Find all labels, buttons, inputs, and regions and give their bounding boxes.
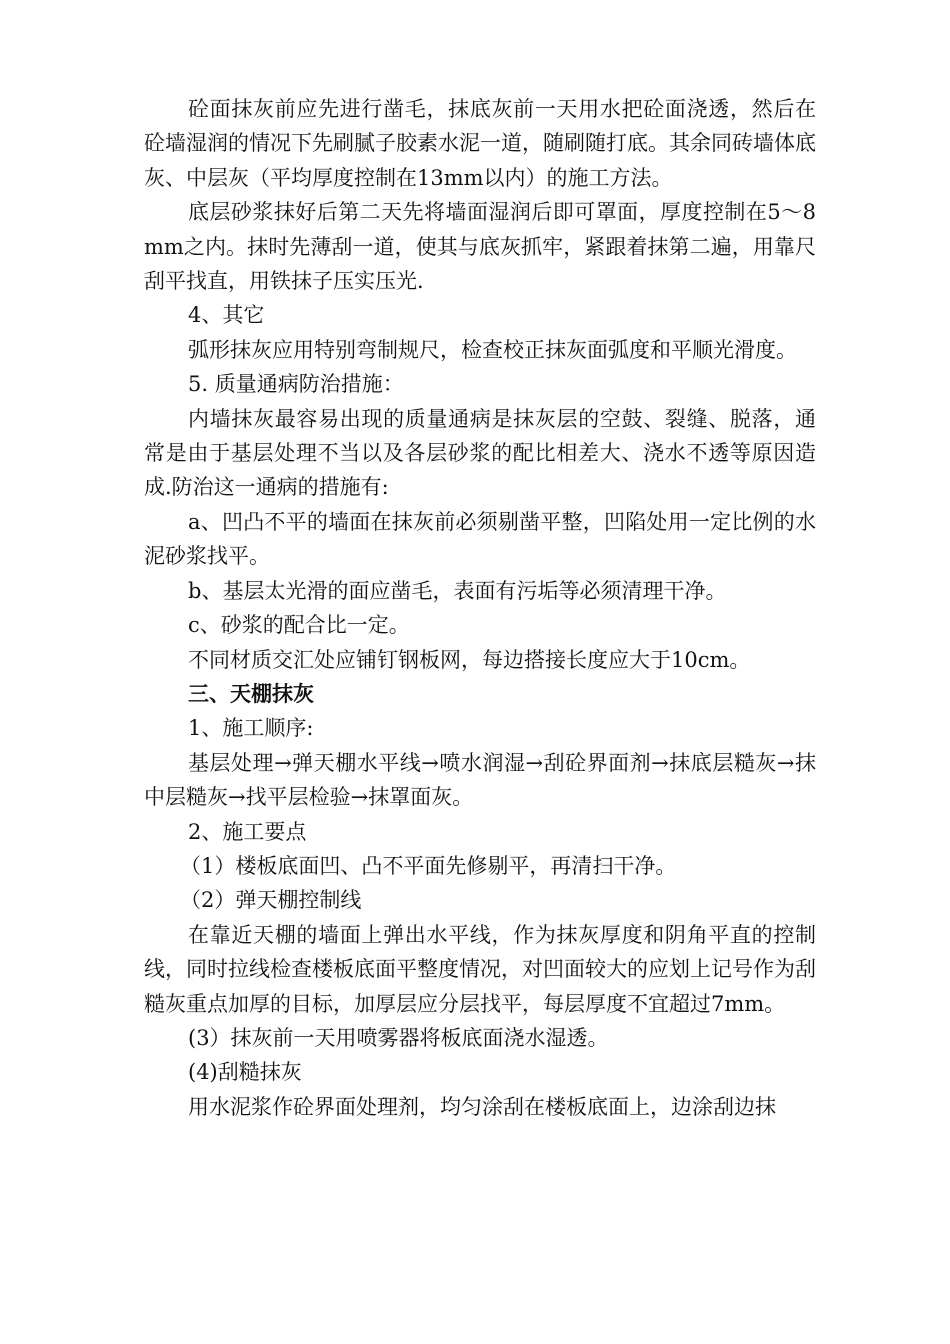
- document-body: [144, 92, 816, 1124]
- paragraph: （2）弹天棚控制线: [180, 888, 362, 913]
- paragraph: 在靠近天棚的墙面上弹出水平线，作为抹灰厚度和阴角平直的控制线，同时拉线检查楼板底面平整度情况，对凹面较大的应划上记号作为刮糙灰重点加厚的目标，加厚层应分层找平，每层厚度不宜超过7mm。: [144, 922, 816, 1016]
- paragraph: c、砂浆的配合比一定。: [188, 613, 410, 638]
- paragraph: 5. 质量通病防治措施：: [188, 372, 404, 397]
- paragraph: (4)刮糙抹灰: [188, 1060, 302, 1085]
- paragraph: 底层砂浆抹好后第二天先将墙面湿润后即可罩面，厚度控制在5～8mm之内。抹时先薄刮一道，使其与底灰抓牢，紧跟着抹第二遍，用靠尺刮平找直，用铁抹子压实压光.: [144, 200, 816, 294]
- paragraph: 内墙抹灰最容易出现的质量通病是抹灰层的空鼓、裂缝、脱落，通常是由于基层处理不当以及各层砂浆的配比相差大、浇水不透等原因造成.防治这一通病的措施有:: [144, 406, 816, 500]
- paragraph: 用水泥浆作砼界面处理剂，均匀涂刮在楼板底面上，边涂刮边抹: [188, 1094, 776, 1119]
- paragraph: (3）抹灰前一天用喷雾器将板底面浇水湿透。: [188, 1025, 609, 1050]
- section-heading: 三、天棚抹灰: [188, 680, 314, 706]
- paragraph: 2、施工要点: [188, 819, 307, 844]
- paragraph: 弧形抹灰应用特别弯制规尺，检查校正抹灰面弧度和平顺光滑度。: [188, 337, 797, 362]
- paragraph: 基层处理→弹天棚水平线→喷水润湿→刮砼界面剂→抹底层糙灰→抹中层糙灰→找平层检验→抹罩面灰。: [144, 750, 816, 810]
- paragraph: a、凹凸不平的墙面在抹灰前必须剔凿平整，凹陷处用一定比例的水泥砂浆找平。: [144, 509, 816, 569]
- paragraph: b、基层太光滑的面应凿毛，表面有污垢等必须清理干净。: [188, 578, 727, 603]
- paragraph: （1）楼板底面凹、凸不平面先修剔平，再清扫干净。: [180, 853, 677, 878]
- paragraph: 1、施工顺序:: [188, 716, 314, 741]
- paragraph: 砼面抹灰前应先进行凿毛，抹底灰前一天用水把砼面浇透，然后在砼墙湿润的情况下先刷腻子胶素水泥一道，随刷随打底。其余同砖墙体底灰、中层灰（平均厚度控制在13mm以内）的施工方法。: [144, 97, 816, 190]
- paragraph: 4、其它: [188, 303, 265, 328]
- paragraph: 不同材质交汇处应铺钉钢板网，每边搭接长度应大于10cm。: [188, 647, 751, 672]
